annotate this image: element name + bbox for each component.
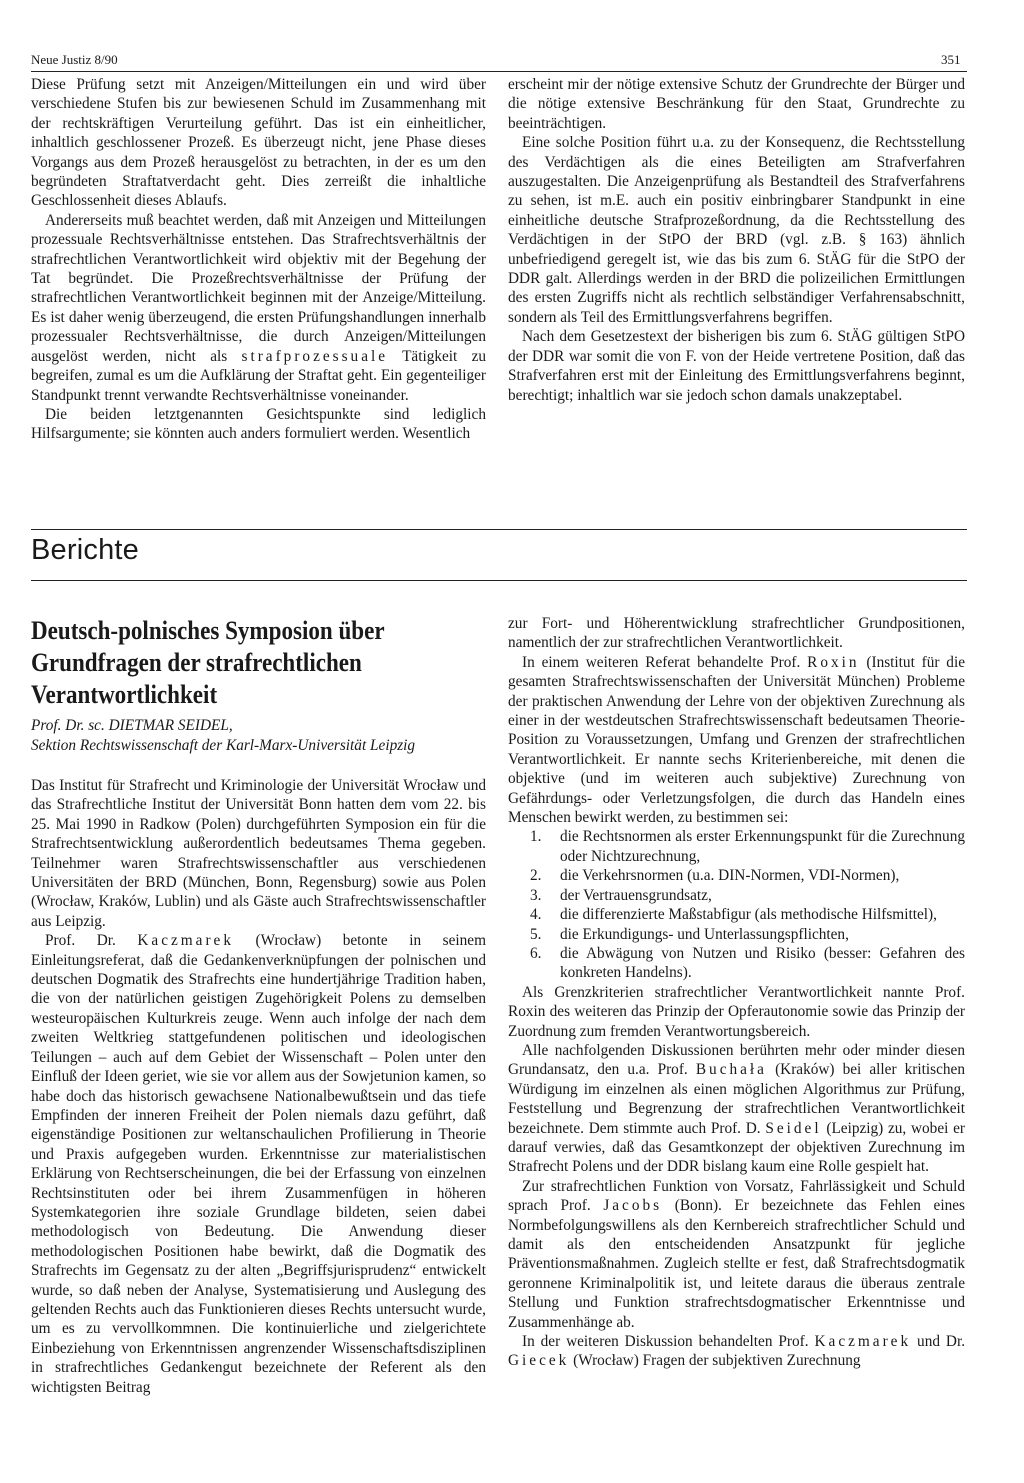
criteria-list xyxy=(508,827,965,982)
list-text: der Vertrauensgrundsatz, xyxy=(560,886,712,904)
paragraph xyxy=(508,653,965,828)
paragraph xyxy=(508,1041,965,1177)
list-text: die Verkehrsnormen (u.a. DIN-Normen, VDI-Normen), xyxy=(560,867,900,885)
list-text: die differenzierte Maßstabfigur (als methodische Hilfsmittel), xyxy=(560,906,937,924)
paragraph: Diese Prüfung setzt mit Anzeigen/Mitteilungen ein und wird über verschiedene Stufen bis zur bewiesenen Schuld im Zusammenhang mit der rechtskräftigen Verurteilung geführt. Das ist ein einheitlicher, inhaltlich geschlossener Prozeß. Es überzeugt nicht, jene Phase dieses Vorgangs aus dem Prozeß herausgelöst zu betrachten, in der es um den begründeten Straftatverdacht geht. Dies zerreißt die inhaltliche Geschlossenheit dieses Ablaufs. xyxy=(31,76,486,210)
journal-header: Neue Justiz 8/90 xyxy=(31,52,118,67)
spaced-name: Buchała xyxy=(695,1061,767,1079)
list-number: 2. xyxy=(530,867,542,885)
author-line: Prof. Dr. sc. DIETMAR SEIDEL, xyxy=(31,717,233,734)
paragraph-text: (Bonn). Er bezeichnete das Fehlen eines Normbefolgungswillens als den Kernbereich strafrechtlicher Schuld und damit als den entscheidenden Ansatzpunkt für jegliche Präventionsmaßnahmen. Zugleich stellte er fest, daß Strafrechtsdogmatik geronnene Kriminalpolitik ist, und leitete daraus die überaus zentrale Stellung und Funktion strafrechtsdogmatischer Erkenntnisse und Zusammenhänge ab. xyxy=(508,1197,965,1331)
article-title-line: Grundfragen der strafrechtlichen xyxy=(31,647,362,677)
paragraph: Als Grenzkriterien strafrechtlicher Verantwortlichkeit nannte Prof. Roxin des weiteren das Prinzip der Opferautonomie sowie das Prinzip der Zuordnung zum fremden Verantwortungsbereich. xyxy=(508,983,965,1040)
paragraph xyxy=(508,1177,965,1332)
spaced-name: Kaczmarek xyxy=(137,932,234,950)
spaced-name: Jacobs xyxy=(603,1197,663,1215)
list-number: 6. xyxy=(530,944,542,962)
paragraph: Eine solche Position führt u.a. zu der Konsequenz, die Rechtsstellung des Verdächtigen als die eines Beteiligten am Strafverfahren auszugestalten. Die Anzeigenprüfung als Bestandteil des Strafverfahrens zu sehen, ist m.E. auch ein positiv einbringbarer Standpunkt in eine einheitliche deutsche Strafprozeßordnung, da die Rechtsstellung des Verdächtigen in der StPO der BRD (vgl. z.B. § 163) ähnlich unbefriedigend geregelt ist, wie das bis zum 6. StÄG für die StPO der DDR galt. Allerdings werden in der BRD die polizeilichen Ermittlungen des ersten Zugriffs nicht als rechtlich selbständiger Verfahrensabschnitt, sondern als Teil des Ermittlungsverfahrens begriffen. xyxy=(508,134,965,326)
section-heading: Berichte xyxy=(31,534,139,566)
list-item xyxy=(530,827,965,866)
article-title-line: Verantwortlichkeit xyxy=(31,679,218,709)
author-block xyxy=(31,716,486,755)
paragraph-text: (Wrocław) betonte in seinem Einleitungsreferat, daß die Gedankenverknüpfungen der polnischen und deutschen Dogmatik des Strafrechts eine hundertjährige Tradition haben, die von der natürlichen geistigen Zugehörigkeit Polens zu demselben westeuropäischen Kulturkreis zeuge. Wenn auch infolge der nach dem zweiten Weltkrieg stattgefundenen politischen und ideologischen Teilungen – auch auf dem Gebiet der Wissenschaft – Polen unter den Einfluß der Ideen geriet, wie sie vor allem aus der Sowjetunion kamen, so habe doch das historisch gewachsene Nationalbewußtsein und das tiefe Empfinden der inneren Freiheit der Polen niemals dazu geführt, daß eigenständige Positionen zur weltanschaulichen Profilierung in Theorie und Praxis aufgegeben wurden. Erkenntnisse zur materialistischen Erklärung von Rechtserscheinungen, die bei der Erfassung von einzelnen Rechtsinstituten oder bei ihrem Zusammenfügen in höheren Systemkategorien ihre soziale Grundlage bildeten, seien dabei methodologisch von Bedeutung. Die Anwendung dieser methodologischen Positionen habe bewirkt, daß die Dogmatik des Strafrechts im Gegensatz zu der alten „Begriffsjurisprudenz“ entwickelt wurde, so daß neben der Analyse, Systematisierung und Auslegung des geltenden Rechts auch das Funktionieren dieses Rechts untersucht wurde, um es zu vervollkommnen. Die kontinuierliche und zielgerichtete Einbeziehung von Erkenntnissen angrenzender Wissenschaftsdisziplinen in strafrechtliches Gedankengut bezeichnete der Referent als den wichtigsten Beitrag xyxy=(31,932,486,1396)
spaced-name: Seidel xyxy=(765,1119,822,1137)
section-rule-top xyxy=(31,529,967,530)
paragraph xyxy=(508,1332,965,1371)
paragraph-text: In einem weiteren Referat behandelte Prof. xyxy=(522,653,801,671)
paragraph-text: und Dr. xyxy=(917,1333,966,1351)
list-number: 4. xyxy=(530,906,542,924)
top-right-column xyxy=(508,75,965,405)
spaced-term: strafprozessuale xyxy=(241,347,389,365)
list-text: die Rechtsnormen als erster Erkennungspunkt für die Zurechnung oder Nichtzurechnung, xyxy=(560,828,965,865)
spaced-name: Giecek xyxy=(508,1352,570,1370)
paragraph-text: Tätigkeit zu begreifen, zumal es um die Aufklärung der Straftat geht. Ein gegenteiliger Standpunkt trennt verwandte Rechtsverhältnisse voneinander. xyxy=(31,347,487,404)
paragraph xyxy=(31,211,486,405)
spaced-name: Roxin xyxy=(807,653,860,671)
paragraph: zur Fort- und Höherentwicklung strafrechtlicher Grundpositionen, namentlich der zur strafrechtlichen Verantwortlichkeit. xyxy=(508,615,965,652)
article-left-column xyxy=(31,776,486,1397)
list-item xyxy=(530,866,965,885)
paragraph-text: (Institut für die gesamten Strafrechtswissenschaften der Universität München) Probleme der praktischen Anwendung der Lehre von der objektiven Zurechnung als einer in der westdeutschen Strafrechtswissenschaft bedeutsamen Theorie-Position zu Voraussetzungen, Umfang und Grenzen der strafrechtlichen Verantwortlichkeit. Er nannte sechs Kriterienbereiche, mit denen die objektive (und im weiteren auch subjektive) Zurechnung von Gefährdungs- oder Verletzungsfolgen, die durch das Handeln eines Menschen bewirkt werden, zu bestimmen sei: xyxy=(508,653,965,827)
article-right-column xyxy=(508,614,965,1371)
list-number: 5. xyxy=(530,925,542,943)
paragraph-text: Zur strafrechtlichen Funktion von Vorsatz, Fahrlässigkeit und Schuld sprach Prof. xyxy=(508,1177,965,1215)
list-text: die Erkundigungs- und Unterlassungspflichten, xyxy=(560,925,849,943)
paragraph: erscheint mir der nötige extensive Schutz der Grundrechte der Bürger und die nötige extensive Beschränkung für den Staat, Grundrechte zu beeinträchtigen. xyxy=(508,76,965,132)
section-rule-bottom xyxy=(31,580,967,581)
paragraph: Die beiden letztgenannten Gesichtspunkte sind lediglich Hilfsargumente; sie könnten auch anders formuliert werden. Wesentlich xyxy=(31,405,486,443)
paragraph-text: In der weiteren Diskussion behandelten Prof. xyxy=(522,1333,809,1351)
header-rule xyxy=(31,71,967,72)
paragraph-text: Andererseits muß beachtet werden, daß mit Anzeigen und Mitteilungen prozessuale Rechtsverhältnisse entstehen. Das Strafrechtsverhältnis der strafrechtlichen Verantwortlichkeit wird objektiv mit der Begehung der Tat begründet. Die Prozeßrechtsverhältnisse der Prüfung der strafrechtlichen Verantwortlichkeit beginnen mit der Anzeige/Mitteilung. Es ist daher wenig überzeugend, die ersten Prüfungshandlungen innerhalb prozessualer Rechtsverhältnisse, die durch Anzeigen/Mitteilungen ausgelöst werden, nicht als xyxy=(31,211,486,365)
spaced-name: Kaczmarek xyxy=(814,1333,912,1351)
list-item xyxy=(530,886,965,905)
list-number: 1. xyxy=(530,828,542,846)
paragraph: Das Institut für Strafrecht und Kriminologie der Universität Wrocław und das Strafrechtliche Institut der Universität Bonn hatten dem vom 22. bis 25. Mai 1990 in Radkow (Polen) durchgeführten Symposion ein für die Strafrechtsentwicklung außerordentlich bedeutsames Thema gegeben. Teilnehmer waren Strafrechtswissenschaftler aus verschiedenen Universitäten der BRD (München, Bonn, Regensburg) sowie aus Polen (Wrocław, Kraków, Lublin) und als Gäste auch Strafrechtswissenschaftler aus Leipzig. xyxy=(31,777,486,930)
page-number: 351 xyxy=(941,52,961,67)
article-title-line: Deutsch-polnisches Symposion über xyxy=(31,615,385,645)
list-number: 3. xyxy=(530,886,542,904)
paragraph-text: Alle nachfolgenden Diskussionen berührten mehr oder minder diesen Grundansatz, den u.a. Prof. xyxy=(508,1041,965,1079)
paragraph-text: (Kraków) bei aller kritischen Würdigung im einzelnen als einen möglichen Algorithmus zur Prüfung, Feststellung und Begrenzung der strafrechtlichen Verantwortlichkeit bezeichnete. Dem stimmte auch Prof. D. xyxy=(508,1061,965,1137)
paragraph-text: (Leipzig) zu, wobei er darauf verwies, daß das Gesamtkonzept der objektiven Zurechnung im Strafrecht Polens und der DDR bislang kaum eine Rolle gespielt hat. xyxy=(508,1119,965,1176)
paragraph: Nach dem Gesetzestext der bisherigen bis zum 6. StÄG gültigen StPO der DDR war somit die von F. von der Heide vertretene Position, daß das Strafverfahren erst mit der Einleitung des Ermittlungsverfahrens beginnt, berechtigt; inhaltlich war sie jedoch schon damals unakzeptabel. xyxy=(508,328,965,404)
paragraph-text: (Wrocław) Fragen der subjektiven Zurechnung xyxy=(573,1352,861,1370)
list-item xyxy=(530,925,965,944)
top-left-column xyxy=(31,75,486,444)
article-heading-block xyxy=(31,614,486,710)
affiliation-line: Sektion Rechtswissenschaft der Karl-Marx-Universität Leipzig xyxy=(31,736,416,754)
list-text: die Abwägung von Nutzen und Risiko (besser: Gefahren des konkreten Handelns). xyxy=(560,944,965,982)
paragraph xyxy=(31,931,486,1397)
list-item xyxy=(530,944,965,983)
paragraph-text: Prof. Dr. xyxy=(45,932,116,950)
article-title xyxy=(31,614,483,710)
list-item xyxy=(530,905,965,924)
